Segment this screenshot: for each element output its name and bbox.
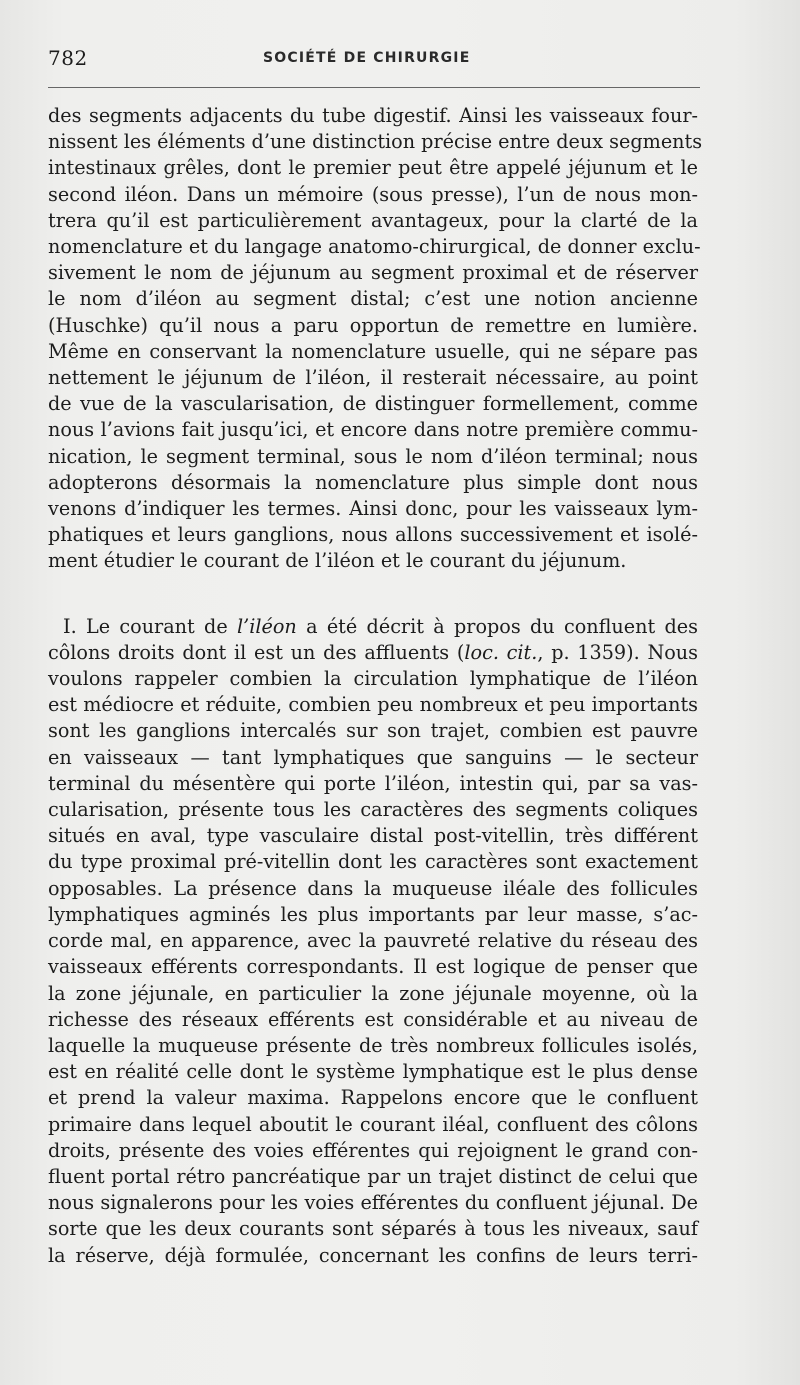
text-line: nomenclature et du langage anatomo-chirurgical, de donner exclu- bbox=[48, 235, 701, 259]
text-line: du type proximal pré-vitellin dont les caractères sont exactement bbox=[48, 850, 698, 874]
text-line: terminal du mésentère qui porte l’iléon, intestin qui, par sa vas- bbox=[48, 771, 698, 795]
text-line bbox=[48, 614, 698, 640]
line-text: a été décrit à propos du confluent des bbox=[296, 614, 698, 638]
text-line: est en réalité celle dont le système lymphatique est le plus dense bbox=[48, 1060, 698, 1084]
text-line: la zone jéjunale, en particulier la zone jéjunale moyenne, où la bbox=[48, 981, 698, 1005]
text-line bbox=[48, 640, 698, 666]
text-line: de vue de la vascularisation, de distinguer formellement, comme bbox=[48, 392, 698, 416]
paragraph-2 bbox=[48, 614, 698, 1269]
text-line: nettement le jéjunum de l’iléon, il resterait nécessaire, au point bbox=[48, 366, 698, 390]
paragraph-1 bbox=[48, 103, 703, 575]
text-line: sont les ganglions intercalés sur son trajet, combien est pauvre bbox=[48, 719, 698, 743]
text-line: primaire dans lequel aboutit le courant iléal, confluent des côlons bbox=[48, 1112, 698, 1136]
italic-term: l’iléon bbox=[236, 614, 297, 638]
line-text: côlons droits dont il est un des affluents ( bbox=[48, 640, 465, 664]
text-line: fluent portal rétro pancréatique par un trajet distinct de celui que bbox=[48, 1164, 698, 1188]
text-line: nication, le segment terminal, sous le nom d’iléon terminal; nous bbox=[48, 444, 698, 468]
text-line: phatiques et leurs ganglions, nous allons successivement et isolé- bbox=[48, 523, 698, 547]
text-line: nous signalerons pour les voies efférentes du confluent jéjunal. De bbox=[48, 1191, 698, 1215]
text-line: nous l’avions fait jusqu’ici, et encore dans notre première commu- bbox=[48, 418, 698, 442]
text-line: voulons rappeler combien la circulation lymphatique de l’iléon bbox=[48, 667, 698, 691]
text-line: intestinaux grêles, dont le premier peut être appelé jéjunum et le bbox=[48, 156, 698, 180]
text-line: trera qu’il est particulièrement avantageux, pour la clarté de la bbox=[48, 208, 698, 232]
text-line: lymphatiques agminés les plus importants par leur masse, s’ac- bbox=[48, 902, 698, 926]
text-line: (Huschke) qu’il nous a paru opportun de remettre en lumière. bbox=[48, 313, 698, 337]
text-line: situés en aval, type vasculaire distal post-vitellin, très différent bbox=[48, 824, 698, 848]
text-line: venons d’indiquer les termes. Ainsi donc, pour les vaisseaux lym- bbox=[48, 497, 698, 521]
text-line: richesse des réseaux efférents est considérable et au niveau de bbox=[48, 1007, 698, 1031]
text-line: nissent les éléments d’une distinction précise entre deux segments bbox=[48, 130, 703, 154]
text-line: opposables. La présence dans la muqueuse iléale des follicules bbox=[48, 876, 698, 900]
text-line: est médiocre et réduite, combien peu nombreux et peu importants bbox=[48, 693, 698, 717]
line-text: I. Le courant de bbox=[63, 614, 237, 638]
text-line: le nom d’iléon au segment distal; c’est une notion ancienne bbox=[48, 287, 698, 311]
page-number: 782 bbox=[48, 46, 88, 70]
text-line: la réserve, déjà formulée, concernant les confins de leurs terri- bbox=[48, 1243, 698, 1267]
text-line: et prend la valeur maxima. Rappelons encore que le confluent bbox=[48, 1086, 698, 1110]
text-line: second iléon. Dans un mémoire (sous presse), l’un de nous mon- bbox=[48, 182, 698, 206]
header-rule bbox=[48, 87, 700, 88]
text-line: cularisation, présente tous les caractères des segments coliques bbox=[48, 798, 698, 822]
text-line: ment étudier le courant de l’iléon et le courant du jéjunum. bbox=[48, 549, 627, 573]
text-line: sorte que les deux courants sont séparés à tous les niveaux, sauf bbox=[48, 1217, 698, 1241]
text-line: adopterons désormais la nomenclature plus simple dont nous bbox=[48, 470, 698, 494]
text-line: corde mal, en apparence, avec la pauvreté relative du réseau des bbox=[48, 929, 698, 953]
running-title: SOCIÉTÉ DE CHIRURGIE bbox=[263, 50, 471, 66]
text-line: vaisseaux efférents correspondants. Il est logique de penser que bbox=[48, 955, 698, 979]
text-line: droits, présente des voies efférentes qui rejoignent le grand con- bbox=[48, 1138, 698, 1162]
text-line: des segments adjacents du tube digestif. Ainsi les vaisseaux four- bbox=[48, 104, 698, 127]
body-text bbox=[48, 103, 703, 1269]
italic-citation: loc. cit. bbox=[464, 640, 538, 664]
text-line: en vaisseaux — tant lymphatiques que sanguins — le secteur bbox=[48, 745, 698, 769]
line-text: , p. 1359). Nous bbox=[537, 640, 699, 664]
text-line: laquelle la muqueuse présente de très nombreux follicules isolés, bbox=[48, 1033, 698, 1057]
text-line: Même en conservant la nomenclature usuelle, qui ne sépare pas bbox=[48, 339, 698, 363]
page-header bbox=[48, 46, 698, 70]
text-line: sivement le nom de jéjunum au segment proximal et de réserver bbox=[48, 261, 698, 285]
